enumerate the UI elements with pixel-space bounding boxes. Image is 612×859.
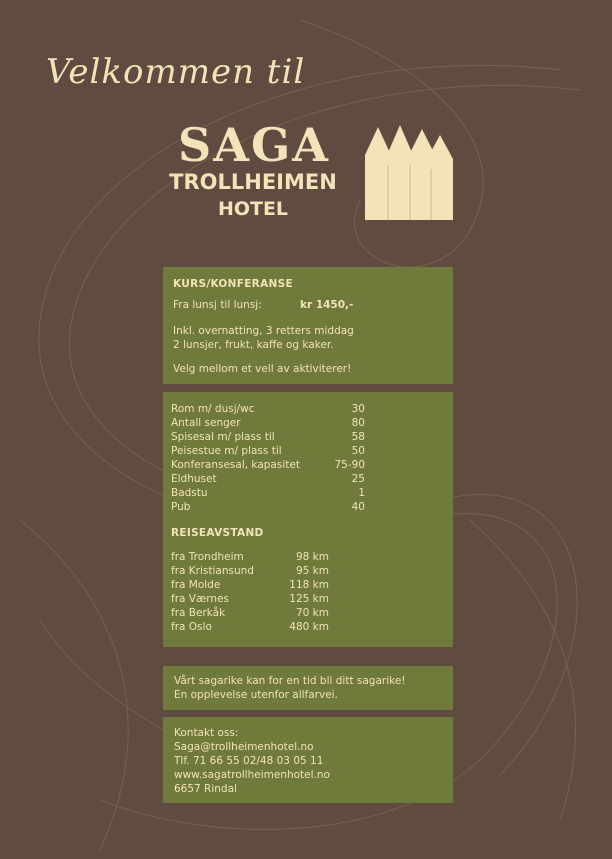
list-item: fra Molde 118 km: [171, 579, 329, 591]
course-panel: [163, 267, 453, 384]
contact-panel: [163, 717, 453, 803]
price-row: [173, 298, 443, 312]
list-item: fra Berkåk 70 km: [171, 607, 329, 619]
slogan-line-2: En opplevelse utenfor allfarvei.: [174, 689, 338, 701]
list-item: Eldhuset 25: [171, 473, 365, 485]
list-item: Antall senger 80: [171, 417, 365, 429]
course-heading: KURS/KONFERANSE: [173, 278, 293, 290]
includes-line-1: Inkl. overnatting, 3 retters middag: [173, 325, 354, 337]
contact-heading: Kontakt oss:: [174, 727, 239, 739]
activities-text: Velg mellom et vell av aktiviterer!: [173, 363, 352, 375]
list-item: Badstu 1: [171, 487, 365, 499]
price-value: kr 1450,-: [300, 299, 354, 311]
welcome-heading: Velkommen til: [46, 52, 306, 92]
facilities-list: [171, 402, 445, 514]
list-item: Peisestue m/ plass til 50: [171, 445, 365, 457]
contact-address: 6657 Rindal: [174, 783, 237, 795]
logo-hotel: HOTEL: [217, 198, 289, 220]
travel-heading: REISEAVSTAND: [171, 527, 264, 539]
slogan-line-1: Vårt sagarike kan for en tid bli ditt sagarike!: [174, 675, 406, 687]
facilities-panel: [163, 392, 453, 647]
slogan-panel: [163, 666, 453, 710]
list-item: Pub 40: [171, 501, 365, 513]
list-item: fra Trondheim 98 km: [171, 551, 329, 563]
list-item: Spisesal m/ plass til 58: [171, 431, 365, 443]
list-item: Rom m/ dusj/wc 30: [171, 403, 365, 415]
list-item: fra Værnes 125 km: [171, 593, 329, 605]
list-item: fra Kristiansund 95 km: [171, 565, 329, 577]
includes-line-2: 2 lunsjer, frukt, kaffe og kaker.: [173, 339, 334, 351]
contact-email[interactable]: Saga@trollheimenhotel.no: [174, 741, 314, 753]
list-item: fra Oslo 480 km: [171, 621, 329, 633]
logo-subtitle: TROLLHEIMEN: [169, 170, 337, 194]
list-item: Konferansesal, kapasitet 75-90: [171, 459, 365, 471]
logo-title: SAGA: [178, 118, 330, 172]
contact-website[interactable]: www.sagatrollheimenhotel.no: [174, 769, 330, 781]
travel-list: [171, 550, 445, 634]
tree-houses-icon: [365, 125, 453, 220]
contact-phone: Tlf. 71 66 55 02/48 03 05 11: [174, 755, 324, 767]
price-label: Fra lunsj til lunsj:: [173, 299, 262, 311]
